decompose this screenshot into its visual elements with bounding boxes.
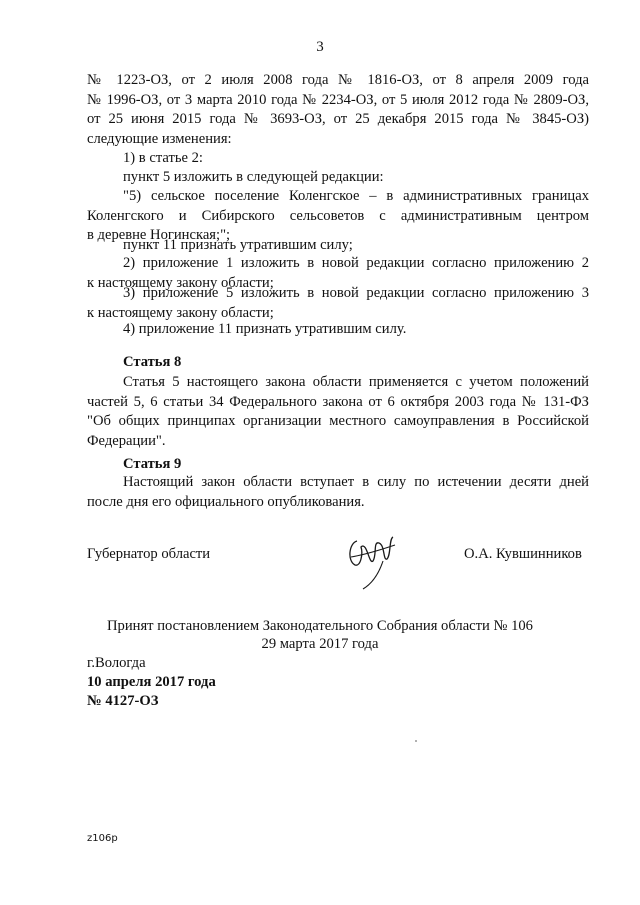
article-9-heading: Статья 9	[123, 456, 182, 472]
intro-line: № 1223-ОЗ, от 2 июля 2008 года № 1816-ОЗ, от 8 апреля 2009 года	[87, 72, 589, 88]
signatory-name: О.А. Кувшинников	[464, 546, 582, 562]
point-11: пункт 11 признать утратившим силу;	[123, 237, 353, 253]
law-date: 10 апреля 2017 года	[87, 674, 216, 690]
article-8-line: Статья 5 настоящего закона области применяется с учетом положений	[123, 374, 589, 390]
city: г.Вологда	[87, 655, 146, 671]
quote-line: "5) сельское поселение Коленгское – в административных границах	[123, 188, 589, 204]
intro-line: № 1996-ОЗ, от 3 марта 2010 года № 2234-ОЗ, от 5 июля 2012 года № 2809-ОЗ,	[87, 91, 589, 108]
article-8-heading: Статья 8	[123, 354, 182, 370]
article-9-line: Настоящий закон области вступает в силу по истечении десяти дней	[123, 474, 589, 490]
item-2-line: к настоящему закону области;	[87, 274, 274, 291]
article-9-line: после дня его официального опубликования.	[87, 493, 365, 510]
page-number: 3	[316, 39, 324, 55]
item-2-line: 2) приложение 1 изложить в новой редакции согласно приложению 2	[123, 255, 589, 271]
adopted-line-2: 29 марта 2017 года	[261, 636, 379, 652]
signatory-title: Губернатор области	[87, 546, 211, 562]
intro-paragraph	[87, 71, 589, 149]
article-8-line: Федерации".	[87, 432, 166, 449]
article-9-text	[87, 473, 589, 512]
article-8-line: частей 5, 6 статьи 34 Федерального закона от 6 октября 2003 года № 131-ФЗ	[87, 393, 589, 410]
point-5: пункт 5 изложить в следующей редакции:	[123, 169, 384, 185]
article-8-line: "Об общих принципах организации местного самоуправления в Российской	[87, 413, 589, 429]
scan-speck	[415, 740, 417, 742]
law-number: № 4127-ОЗ	[87, 693, 159, 709]
article-8-text	[87, 373, 589, 451]
intro-line: следующие изменения:	[87, 130, 232, 147]
item-3-line: 3) приложение 5 изложить в новой редакции согласно приложению 3	[123, 285, 589, 301]
adopted-line-1: Принят постановлением Законодательного Собрания области № 106	[107, 618, 533, 634]
item-1: 1) в статье 2:	[123, 150, 203, 166]
item-4: 4) приложение 11 признать утратившим силу.	[123, 321, 407, 337]
quote-line: в деревне Ногинская;";	[87, 227, 231, 243]
item-3	[87, 284, 589, 323]
document-code: z106p	[87, 833, 118, 844]
item-3-line: к настоящему закону области;	[87, 304, 274, 321]
quote-line: Коленгского и Сибирского сельсоветов с административным центром	[87, 207, 589, 224]
handwritten-signature	[343, 531, 399, 591]
intro-line: от 25 июня 2015 года № 3693-ОЗ, от 25 декабря 2015 года № 3845-ОЗ)	[87, 111, 589, 127]
